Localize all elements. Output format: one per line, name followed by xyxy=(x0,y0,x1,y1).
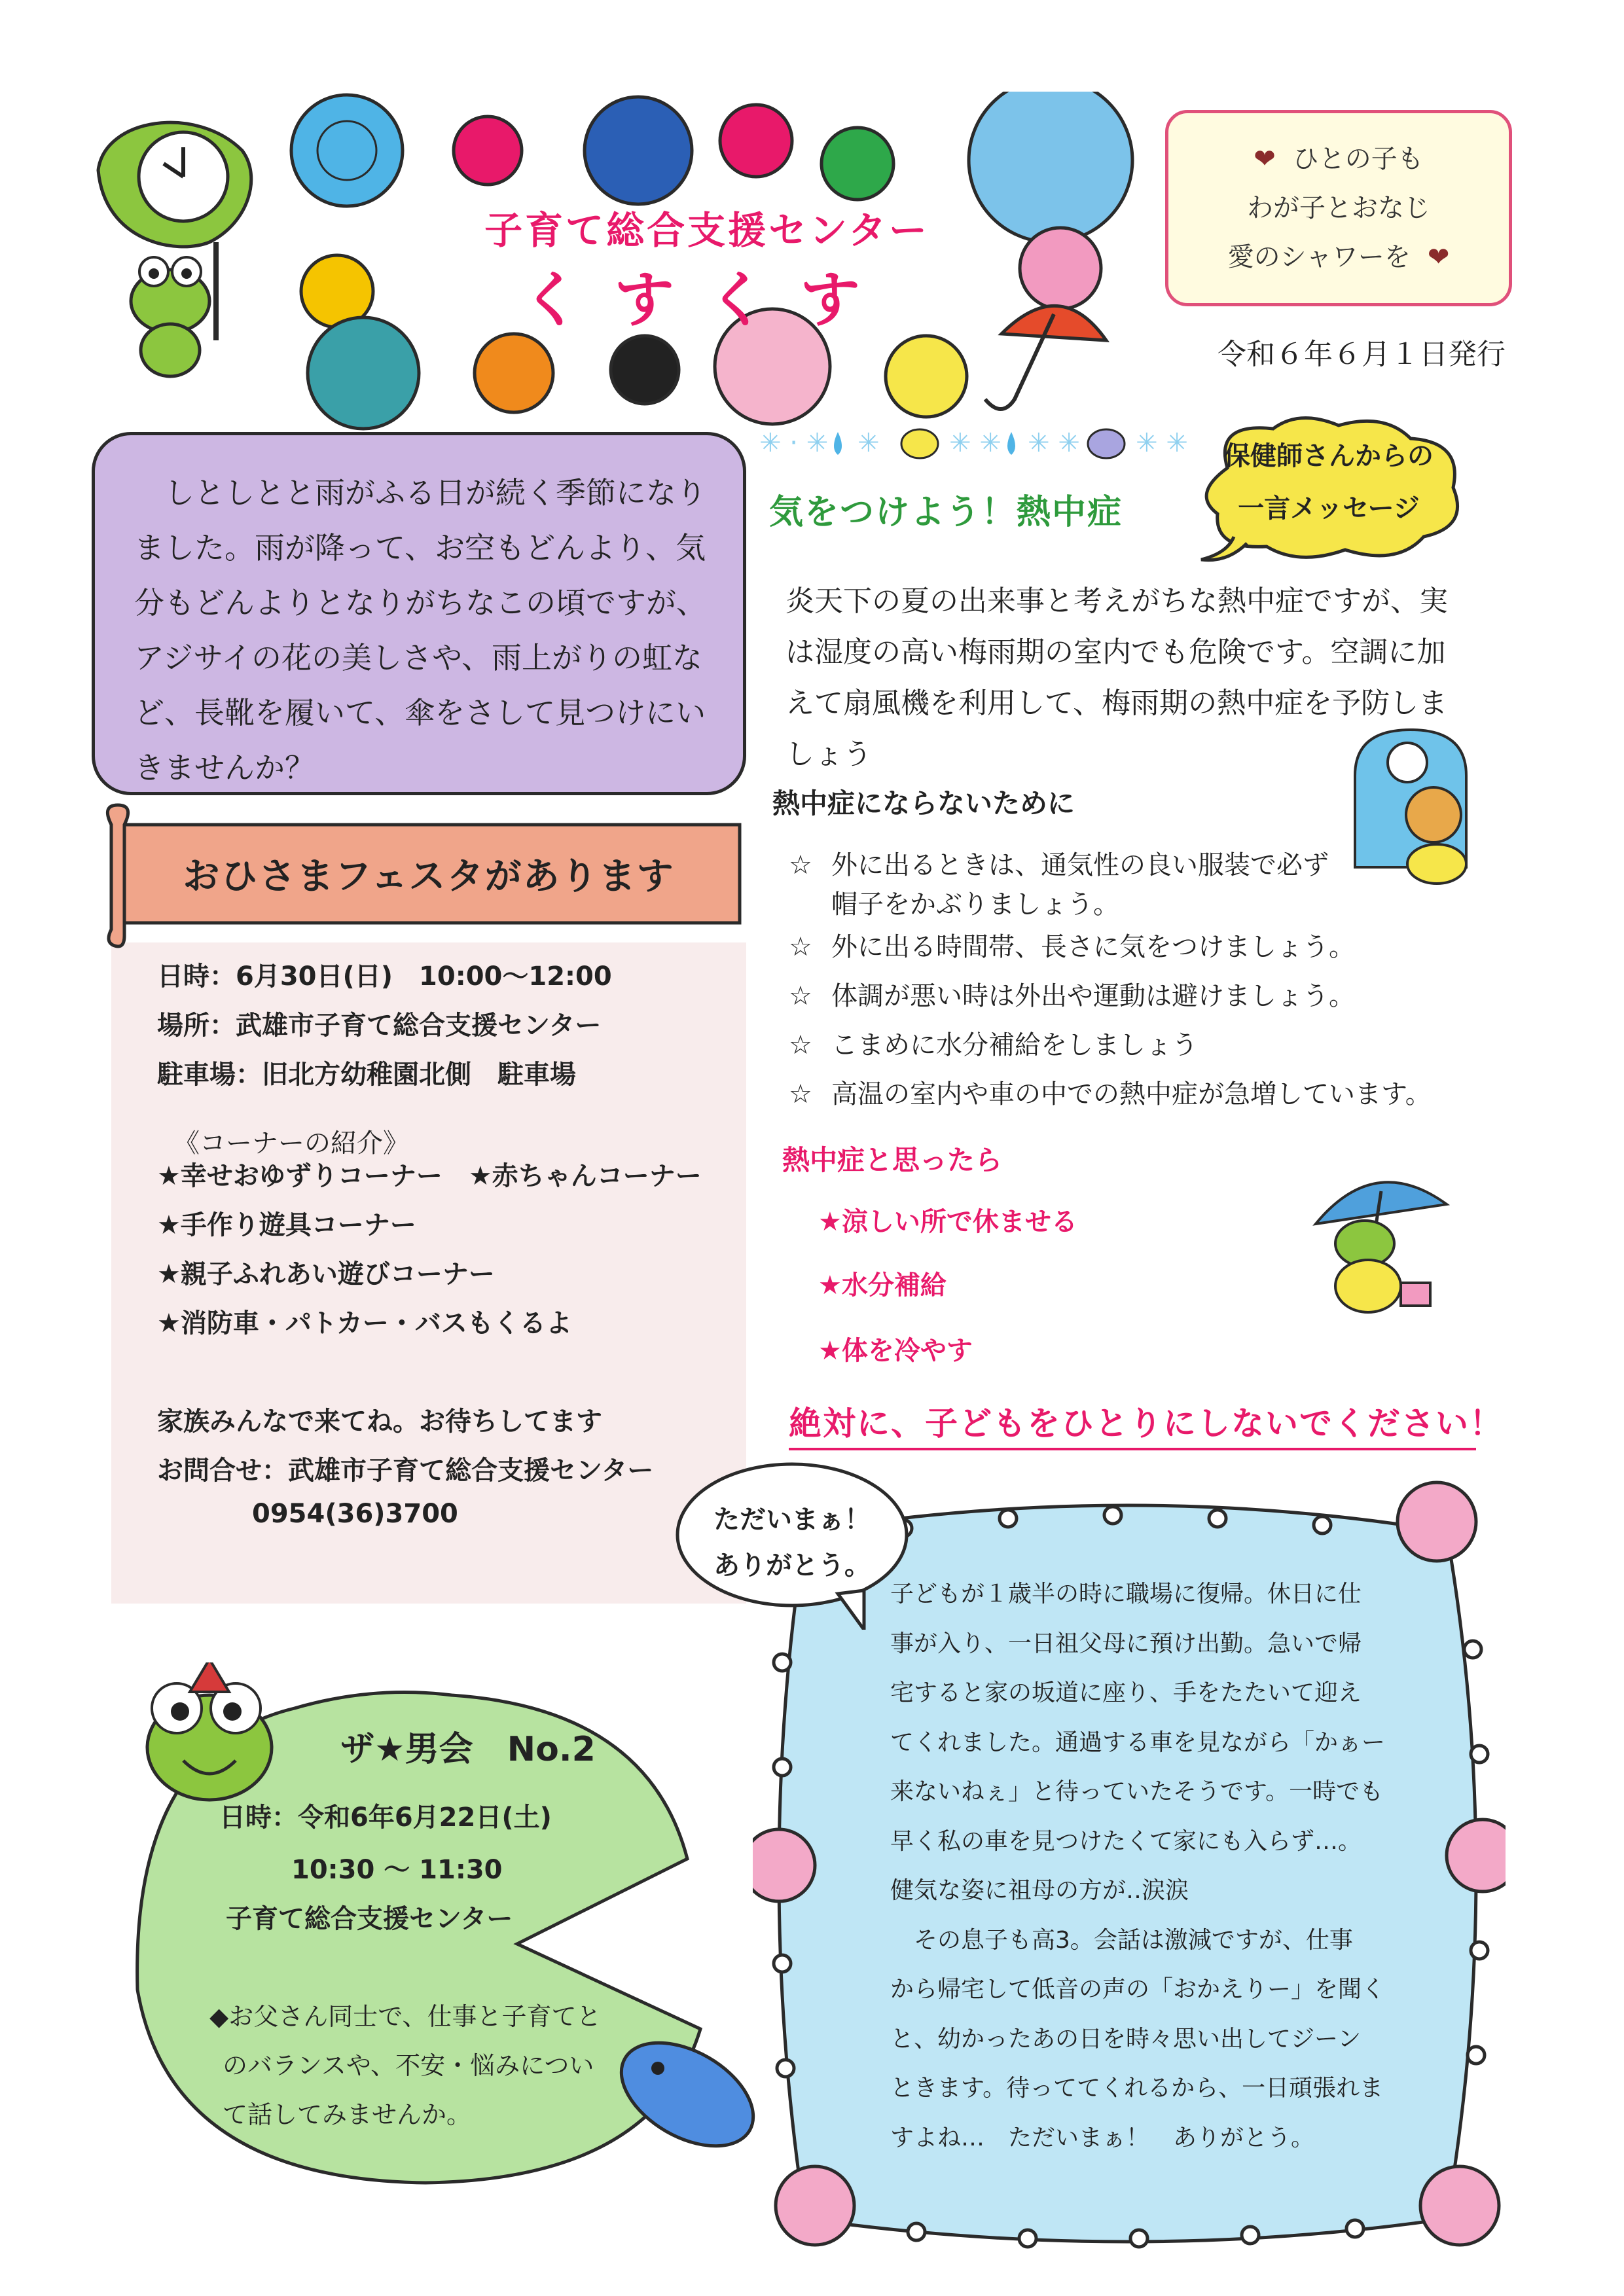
motto-line: 愛のシャワーを ❤ xyxy=(1227,242,1450,272)
story-line: ときます。待っててくれるから、一日頑張れま xyxy=(890,2075,1384,2102)
tip-item: ☆ 外に出るときは、通気性の良い服装で必ず xyxy=(789,850,1329,880)
story-text xyxy=(890,1570,1386,2162)
tip-item: 帽子をかぶりましょう。 xyxy=(831,889,1119,920)
bear-umbrella-icon xyxy=(1335,723,1486,887)
heart-icon: ❤ xyxy=(1427,242,1450,272)
story-line: その息子も高3。会話は激減ですが、仕事 xyxy=(890,1926,1353,1954)
raindrop-icon xyxy=(1007,432,1015,455)
cloud-label: 保健師さんからの xyxy=(1224,441,1434,471)
umbrella-icon xyxy=(475,334,553,412)
frog-umbrella-icon xyxy=(1303,1165,1473,1322)
svg-text:✳ · ✳: ✳ · ✳ xyxy=(759,428,829,458)
story-line: てくれました。通過する車を見ながら「かぁー xyxy=(890,1729,1386,1756)
first-aid-item: ★体を冷やす xyxy=(818,1336,973,1366)
svg-text:✳ ✳: ✳ ✳ xyxy=(1028,428,1080,458)
frog-icon xyxy=(147,1662,272,1800)
club-time: 10:30 ～ 11:30 xyxy=(291,1855,503,1885)
festa-invite: 家族みんなで来てね。お待ちしてます xyxy=(157,1407,602,1437)
club-date: 日時：令和6年6月22日(土) xyxy=(219,1803,552,1833)
club-body-line: のバランスや、不安・悩みについ xyxy=(223,2051,594,2080)
cloud-label: 一言メッセージ xyxy=(1238,493,1420,524)
club-title: ザ★男会 No.2 xyxy=(340,1730,596,1769)
umbrella-icon xyxy=(611,336,679,404)
story-line: と、幼かったあの日を時々思い出してジーン xyxy=(890,2025,1362,2053)
rose-icon xyxy=(1420,2166,1499,2245)
tip-item: ☆ 高温の室内や車の中での熱中症が急増しています。 xyxy=(789,1079,1432,1109)
club-body-line: ◆お父さん同士で、仕事と子育てと xyxy=(209,2002,602,2031)
corner-heading: 《コーナーの紹介》 xyxy=(173,1128,409,1158)
corner-item: ★幸せおゆずりコーナー ★赤ちゃんコーナー xyxy=(157,1161,702,1191)
if-heatstroke-heading: 熱中症と思ったら xyxy=(782,1144,1003,1176)
frog-icon xyxy=(131,257,209,376)
greeting-box xyxy=(92,432,746,795)
umbrella-icon xyxy=(1020,228,1101,309)
story-line: 健気な姿に祖母の方が‥涙涙 xyxy=(890,1877,1189,1904)
corner-item: ★消防車・パトカー・バスもくるよ xyxy=(157,1308,572,1338)
motto-box xyxy=(1165,110,1512,306)
warning-underline xyxy=(789,1448,1476,1450)
tip-item: ☆ 外に出る時間帯、長さに気をつけましょう。 xyxy=(789,932,1355,962)
umbrella-icon xyxy=(454,117,522,185)
greeting-text: しとしとと雨がふる日が続く季節になりました。雨が降って、お空もどんより、気分もどんよりとなりがちなこの頃ですが、アジサイの花の美しさや、雨上がりの虹など、長靴を履いて、傘をさして見つけにいきませんか？ xyxy=(134,475,706,785)
festa-place: 場所：武雄市子育て総合支援センター xyxy=(157,1011,602,1041)
story-line: 宅すると家の坂道に座り、手をたたいて迎え xyxy=(890,1679,1362,1706)
issue-date: 令和６年６月１日発行 xyxy=(1218,338,1506,371)
club-body-line: て話してみませんか。 xyxy=(223,2100,472,2129)
star-icon: ☆ xyxy=(789,1079,812,1109)
center-title: 子育て総合支援センター xyxy=(484,208,929,253)
star-icon: ☆ xyxy=(789,1030,812,1060)
heatstroke-title: 気をつけよう！熱中症 xyxy=(769,493,1123,532)
safety-warning: 絶対に、子どもをひとりにしないでください！ xyxy=(789,1405,1504,1443)
rose-icon xyxy=(753,1829,815,1901)
corner-item: ★親子ふれあい遊びコーナー xyxy=(157,1259,495,1289)
star-icon: ☆ xyxy=(789,932,812,962)
story-line: 早く私の車を見つけたくて家にも入らず…。 xyxy=(890,1827,1362,1855)
umbrella-icon xyxy=(821,128,893,200)
umbrella-icon xyxy=(291,95,403,206)
rose-icon xyxy=(776,2166,854,2245)
bubble-text: ありがとう。 xyxy=(713,1551,871,1581)
umbrella-icon xyxy=(720,105,792,177)
story-line: から帰宅して低音の声の「おかえりー」を聞く xyxy=(890,1976,1386,2003)
story-line: 来ないねぇ」と待っていたそうです。一時でも xyxy=(890,1778,1384,1805)
heatstroke-intro: 炎天下の夏の出来事と考えがちな熱中症ですが、実は湿度の高い梅雨期の室内でも危険です。空調に加えて扇風機を利用して、梅雨期の熱中症を予防しましょう xyxy=(785,584,1448,771)
creature-icon xyxy=(1088,429,1125,458)
creature-icon xyxy=(901,429,938,458)
prevent-heading: 熱中症にならないために xyxy=(772,787,1075,819)
star-icon: ☆ xyxy=(789,981,812,1011)
festa-parking: 駐車場：旧北方幼稚園北側 駐車場 xyxy=(157,1060,576,1090)
umbrella-icon xyxy=(1001,306,1106,340)
story-line: 事が入り、一日祖父母に預け出勤。急いで帰 xyxy=(890,1630,1362,1657)
tip-item: ☆ こまめに水分補給をしましょう xyxy=(789,1030,1198,1060)
story-line: すよね… ただいまぁ！ ありがとう。 xyxy=(890,2124,1315,2151)
motto-line: わが子とおなじ xyxy=(1247,193,1430,223)
star-icon: ☆ xyxy=(789,850,812,880)
motto-line: ❤ ひとの子も xyxy=(1254,144,1424,174)
center-name: くすくす xyxy=(520,265,893,335)
tip-item: ☆ 体調が悪い時は外出や運動は避けましょう。 xyxy=(789,981,1355,1011)
bubble-text: ただいまぁ！ xyxy=(713,1505,871,1535)
corner-item: ★手作り遊具コーナー xyxy=(157,1210,416,1240)
first-aid-item: ★涼しい所で休ませる xyxy=(818,1207,1077,1237)
festa-contact: お問合せ：武雄市子育て総合支援センター xyxy=(157,1456,654,1486)
festa-title: おひさまフェスタがあります xyxy=(183,855,675,898)
festa-phone: 0954(36)3700 xyxy=(252,1499,458,1529)
story-line: 子どもが１歳半の時に職場に復帰。休日に仕 xyxy=(890,1581,1362,1607)
umbrella-icon xyxy=(585,97,692,204)
umbrella-icon xyxy=(969,92,1132,242)
svg-text:✳: ✳ xyxy=(857,428,880,458)
drops-decoration xyxy=(753,419,1198,465)
first-aid-item: ★水分補給 xyxy=(818,1270,947,1300)
heart-icon: ❤ xyxy=(1254,144,1276,174)
rose-icon xyxy=(1398,1482,1476,1561)
raindrop-icon xyxy=(834,432,842,455)
svg-text:✳ ✳: ✳ ✳ xyxy=(949,428,1001,458)
festa-date: 日時：6月30日(日) 10:00～12:00 xyxy=(157,961,612,992)
club-place: 子育て総合支援センター xyxy=(226,1904,513,1934)
umbrella-icon xyxy=(886,336,967,417)
rose-icon xyxy=(1447,1820,1506,1892)
umbrella-icon xyxy=(308,317,419,429)
svg-text:✳ ✳: ✳ ✳ xyxy=(1136,428,1188,458)
